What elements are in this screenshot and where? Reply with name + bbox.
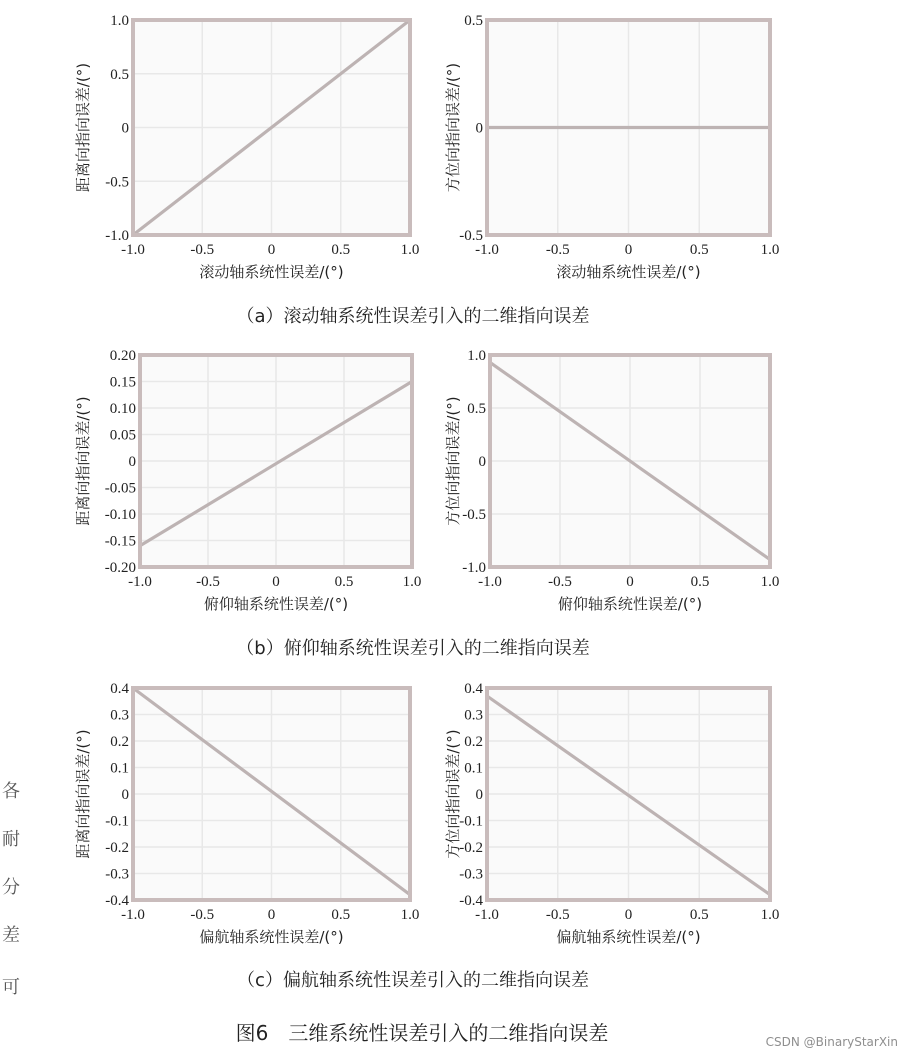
x-tick-label: 0: [272, 574, 280, 590]
y-tick-label: -0.3: [105, 866, 129, 883]
y-tick-label: 0: [475, 120, 483, 137]
y-tick-label: -0.1: [459, 813, 483, 830]
x-tick-label: 0.5: [331, 242, 351, 258]
margin-text-5: 可: [2, 977, 20, 998]
y-tick-label: -0.1: [105, 813, 129, 830]
y-tick-label: 0.1: [110, 760, 129, 777]
caption-b: （b）俯仰轴系统性误差引入的二维指向误差: [236, 638, 590, 659]
margin-text-4: 差: [2, 925, 20, 946]
y-tick-label: 0.4: [110, 681, 129, 697]
y-tick-label: -0.4: [459, 893, 483, 909]
x-tick-label: 0.5: [689, 907, 709, 923]
y-tick-label: -0.4: [105, 893, 129, 909]
panels: [74, 13, 779, 946]
x-axis-label: 偏航轴系统性误差/(°): [199, 928, 344, 946]
y-tick-label: 0.2: [464, 734, 483, 750]
y-axis-label: 距离向指向误差/(°): [74, 396, 92, 526]
watermark: CSDN @BinaryStarXin: [765, 1035, 898, 1049]
x-tick-label: -0.5: [548, 574, 572, 590]
y-tick-label: 0.05: [109, 427, 136, 444]
y-tick-label: 0.1: [464, 760, 483, 777]
y-tick-label: -0.15: [104, 533, 136, 550]
y-tick-label: -1.0: [462, 560, 486, 576]
x-tick-label: -0.5: [190, 907, 215, 923]
x-tick-label: 1.0: [400, 907, 420, 923]
y-tick-label: 0.3: [110, 707, 129, 724]
caption-a: （a）滚动轴系统性误差引入的二维指向误差: [236, 306, 590, 327]
y-tick-label: -1.0: [105, 228, 129, 244]
x-tick-label: -1.0: [121, 242, 145, 258]
y-tick-label: -0.2: [459, 840, 483, 856]
y-tick-label: 0.5: [464, 13, 483, 29]
x-tick-label: 0.5: [331, 907, 351, 923]
x-tick-label: 1.0: [400, 242, 420, 258]
x-tick-label: 1.0: [760, 242, 780, 258]
x-tick-label: -1.0: [128, 574, 152, 590]
y-tick-label: 0: [128, 454, 136, 470]
y-tick-label: 0: [121, 787, 129, 803]
margin-text-2: 耐: [2, 829, 20, 850]
y-tick-label: 0.15: [109, 374, 136, 391]
x-axis-label: 滚动轴系统性误差/(°): [199, 263, 344, 281]
y-tick-label: 0.5: [110, 66, 129, 83]
x-axis-label: 滚动轴系统性误差/(°): [556, 263, 701, 281]
x-tick-label: 0.5: [334, 574, 354, 590]
chart-panel: [74, 681, 419, 946]
y-tick-label: -0.5: [105, 174, 129, 191]
chart-panel: [74, 348, 421, 613]
x-tick-label: -0.5: [545, 242, 570, 258]
y-tick-label: -0.2: [105, 840, 129, 856]
y-tick-label: 0.3: [464, 707, 483, 724]
margin-text-1: 各: [2, 781, 20, 802]
y-tick-label: 0.2: [110, 734, 129, 750]
x-tick-label: 0: [626, 574, 634, 590]
x-tick-label: -1.0: [121, 907, 145, 923]
y-tick-label: 0.10: [109, 401, 136, 417]
y-axis-label: 距离向指向误差/(°): [74, 62, 92, 193]
x-tick-label: -1.0: [475, 907, 499, 923]
x-tick-label: 0: [267, 907, 276, 923]
chart-panel: [444, 681, 779, 946]
y-tick-label: 0.5: [467, 401, 486, 417]
y-tick-label: 0: [121, 120, 129, 137]
y-axis-label: 方位向指向误差/(°): [444, 396, 462, 526]
y-tick-label: -0.5: [462, 507, 486, 523]
y-tick-label: 0.20: [109, 348, 136, 364]
x-tick-label: 0.5: [689, 242, 709, 258]
x-tick-label: 0: [624, 907, 633, 923]
x-tick-label: 0.5: [690, 574, 710, 590]
x-tick-label: 0: [267, 242, 276, 258]
y-tick-label: 0.4: [464, 681, 483, 697]
y-tick-label: 0: [475, 787, 483, 803]
figure-caption: 图6 三维系统性误差引入的二维指向误差: [235, 1021, 609, 1045]
x-tick-label: -1.0: [475, 242, 499, 258]
y-tick-label: -0.10: [104, 507, 136, 523]
caption-c: （c）偏航轴系统性误差引入的二维指向误差: [237, 970, 589, 991]
margin-text-3: 分: [2, 877, 20, 898]
y-tick-label: -0.3: [459, 866, 483, 883]
x-tick-label: 1.0: [760, 574, 780, 590]
x-axis-label: 俯仰轴系统性误差/(°): [203, 595, 349, 613]
y-tick-label: -0.5: [459, 228, 483, 244]
x-tick-label: -0.5: [190, 242, 215, 258]
y-tick-label: -0.20: [104, 560, 136, 576]
x-tick-label: 1.0: [760, 907, 780, 923]
y-tick-label: 1.0: [467, 348, 486, 364]
x-tick-label: -1.0: [478, 574, 502, 590]
x-tick-label: -0.5: [545, 907, 570, 923]
x-tick-label: 0: [624, 242, 633, 258]
x-tick-label: -0.5: [196, 574, 220, 590]
x-axis-label: 偏航轴系统性误差/(°): [556, 928, 701, 946]
y-axis-label: 距离向指向误差/(°): [74, 729, 92, 859]
chart-panel: [444, 348, 779, 613]
y-axis-label: 方位向指向误差/(°): [444, 62, 462, 193]
x-axis-label: 俯仰轴系统性误差/(°): [557, 595, 703, 613]
chart-panel: [74, 13, 419, 281]
x-tick-label: 1.0: [402, 574, 422, 590]
y-tick-label: 1.0: [110, 13, 129, 29]
y-tick-label: -0.05: [104, 480, 136, 497]
chart-panel: [444, 13, 779, 281]
y-tick-label: 0: [478, 454, 486, 470]
y-axis-label: 方位向指向误差/(°): [444, 729, 462, 859]
